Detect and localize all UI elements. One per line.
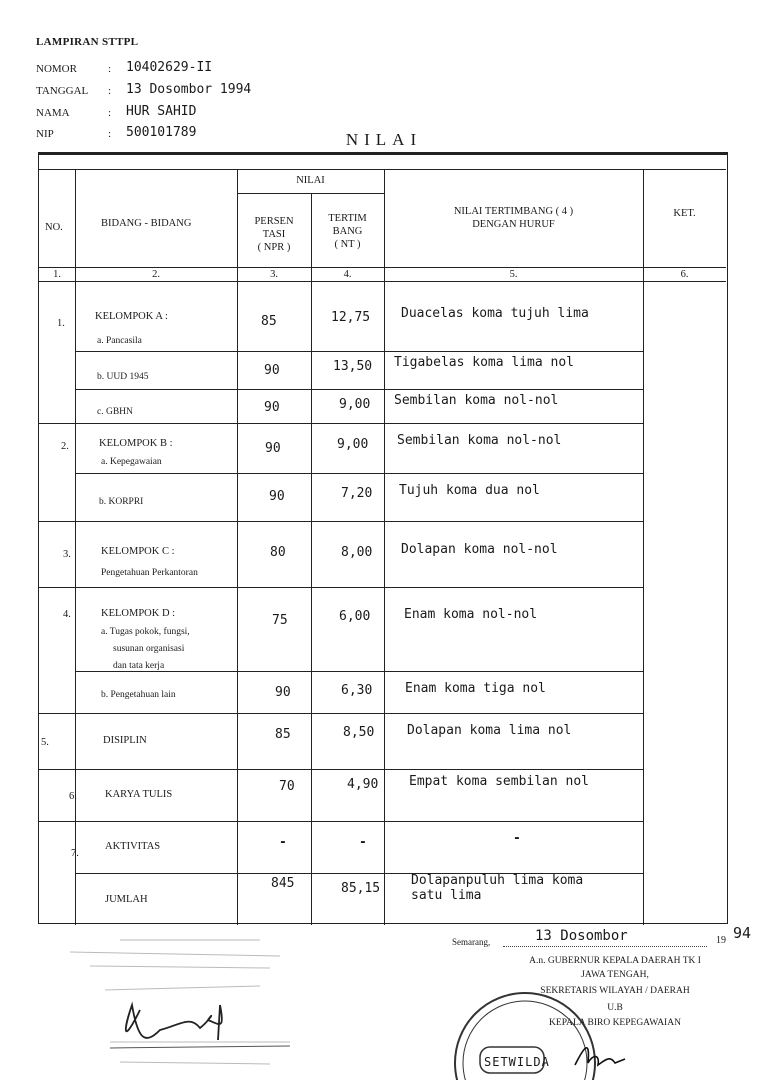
nt-value: 8,00 (341, 545, 373, 560)
nt-value: 6,30 (341, 683, 373, 698)
npr-value: 90 (269, 489, 285, 504)
page-title: NILAI (345, 130, 423, 149)
col-number: 6. (680, 269, 689, 280)
row-divider (75, 351, 643, 352)
row-label: KARYA TULIS (105, 789, 173, 800)
header-line: TERTIM (328, 213, 367, 224)
row-sublabel: a. Pancasila (97, 336, 142, 346)
row-label: DISIPLIN (103, 735, 147, 746)
huruf-value: Duacelas koma tujuh lima (401, 306, 589, 321)
signature-line: A.n. GUBERNUR KEPALA DAERAH TK I (529, 956, 701, 966)
huruf-value: Sembilan koma nol-nol (394, 393, 559, 408)
row-label: KELOMPOK A : (95, 311, 168, 322)
huruf-value: Empat koma sembilan nol (409, 774, 590, 789)
col-number: 5. (509, 269, 518, 280)
nt-value: 7,20 (341, 486, 373, 501)
meta-value: HUR SAHID (126, 104, 197, 119)
col-number: 1. (53, 269, 61, 280)
header-huruf (384, 205, 643, 231)
row-divider (39, 521, 643, 522)
grades-table (38, 152, 728, 924)
header-ket: KET. (673, 208, 696, 219)
row-number: 1. (57, 318, 65, 329)
header-line: BANG (332, 226, 363, 237)
meta-colon: : (108, 63, 112, 75)
row-sublabel: a. Tugas pokok, fungsi, (101, 627, 190, 637)
table-divider (237, 193, 384, 194)
npr-value: 845 (271, 876, 295, 891)
npr-value: 80 (270, 545, 286, 560)
row-label: KELOMPOK B : (99, 438, 173, 449)
signature-line: U.B (607, 1003, 623, 1013)
row-sublabel: b. UUD 1945 (97, 372, 149, 382)
table-divider (384, 169, 385, 925)
row-divider (75, 473, 643, 474)
row-label: AKTIVITAS (105, 841, 161, 852)
table-divider (75, 169, 76, 925)
col-number: 3. (270, 269, 278, 280)
row-sublabel: a. Kepegawaian (101, 457, 162, 467)
nt-value: 85,15 (341, 881, 381, 896)
header-line: NILAI TERTIMBANG ( 4 ) (453, 206, 574, 217)
meta-value: 13 Dosombor 1994 (126, 82, 252, 97)
huruf-value: Enam koma tiga nol (405, 681, 546, 696)
nt-value: 8,50 (343, 725, 375, 740)
table-divider (643, 169, 644, 925)
huruf-value: Dolapanpuluh lima koma satu lima (411, 873, 584, 903)
header-persentasi (237, 215, 311, 254)
huruf-value: Dolapan koma nol-nol (401, 542, 558, 557)
huruf-value: Tujuh koma dua nol (399, 483, 540, 498)
signature-date: 13 Dosombor (535, 928, 628, 944)
npr-value: 85 (261, 314, 277, 329)
row-number: 4. (63, 609, 71, 620)
npr-value: 90 (264, 400, 280, 415)
huruf-value: Dolapan koma lima nol (407, 723, 572, 738)
npr-value: 90 (265, 441, 281, 456)
nt-value: 12,75 (331, 310, 371, 325)
row-number: 3. (63, 549, 71, 560)
row-divider (39, 587, 643, 588)
col-number: 4. (343, 269, 352, 280)
header-line: DENGAN HURUF (472, 219, 555, 230)
signature-line: SEKRETARIS WILAYAH / DAERAH (540, 986, 690, 996)
header-bidang: BIDANG - BIDANG (101, 218, 192, 229)
row-divider (39, 769, 643, 770)
row-divider (39, 821, 643, 822)
meta-label: NIP (36, 128, 54, 140)
huruf-value: Enam koma nol-nol (404, 607, 538, 622)
nt-value: 6,00 (339, 609, 371, 624)
npr-value: 75 (272, 613, 288, 628)
table-divider (39, 281, 726, 282)
header-line: ( NT ) (334, 239, 361, 250)
table-divider (311, 193, 312, 925)
row-sublabel: c. GBHN (97, 407, 133, 417)
npr-value: - (279, 835, 287, 850)
header-line: ( NPR ) (257, 242, 291, 253)
meta-value: 10402629-II (126, 60, 213, 75)
meta-label: NOMOR (36, 63, 77, 75)
stamp-text: SETWILDA (484, 1055, 550, 1069)
meta-colon: : (108, 128, 112, 140)
row-number: 6. (69, 791, 77, 802)
nt-value: 13,50 (333, 359, 373, 374)
header-nilai: NILAI (296, 175, 325, 186)
signature-line: JAWA TENGAH, (581, 970, 649, 980)
row-number: 2. (61, 441, 69, 452)
col-number: 2. (152, 269, 160, 280)
npr-value: 90 (275, 685, 291, 700)
row-sublabel: b. Pengetahuan lain (101, 690, 176, 700)
row-label: KELOMPOK C : (101, 546, 175, 557)
faint-stamp-left (50, 930, 310, 1080)
row-sublabel: b. KORPRI (99, 497, 144, 507)
meta-colon: : (108, 107, 112, 119)
signature-year-suffix: 94 (733, 924, 752, 942)
row-label: KELOMPOK D : (101, 608, 176, 619)
npr-value: 85 (275, 727, 291, 742)
row-sublabel: Pengetahuan Perkantoran (101, 568, 198, 578)
huruf-value: Sembilan koma nol-nol (397, 433, 562, 448)
nt-value: 9,00 (339, 397, 371, 412)
header-no: NO. (45, 222, 63, 233)
row-number: 7. (71, 848, 79, 859)
npr-value: 90 (264, 363, 280, 378)
row-divider (75, 389, 643, 390)
signature-line: KEPALA BIRO KEPEGAWAIAN (549, 1018, 681, 1028)
nt-value: 9,00 (337, 437, 369, 452)
row-sublabel: susunan organisasi (113, 644, 185, 654)
date-underline (503, 946, 707, 947)
nt-value: 4,90 (347, 777, 379, 792)
row-number: 5. (41, 737, 49, 748)
row-sublabel: dan tata kerja (113, 661, 165, 671)
meta-value: 500101789 (126, 125, 197, 140)
document-header: LAMPIRAN STTPL (36, 36, 139, 48)
table-divider (237, 169, 238, 925)
header-line: PERSEN (254, 216, 294, 227)
row-divider (39, 713, 643, 714)
table-divider (39, 169, 726, 170)
signature-place: Semarang, (452, 937, 491, 947)
row-divider (39, 423, 643, 424)
header-tertimbang (311, 212, 384, 251)
handwritten-signature-right (570, 1035, 630, 1075)
meta-label: TANGGAL (36, 85, 89, 97)
meta-label: NAMA (36, 107, 70, 119)
row-label: JUMLAH (105, 894, 148, 905)
huruf-value: - (513, 831, 521, 846)
signature-year-prefix: 19 (716, 935, 726, 946)
npr-value: 70 (279, 779, 295, 794)
header-line: TASI (262, 229, 286, 240)
nt-value: - (359, 835, 367, 850)
huruf-value: Tigabelas koma lima nol (394, 355, 575, 370)
meta-colon: : (108, 85, 112, 97)
